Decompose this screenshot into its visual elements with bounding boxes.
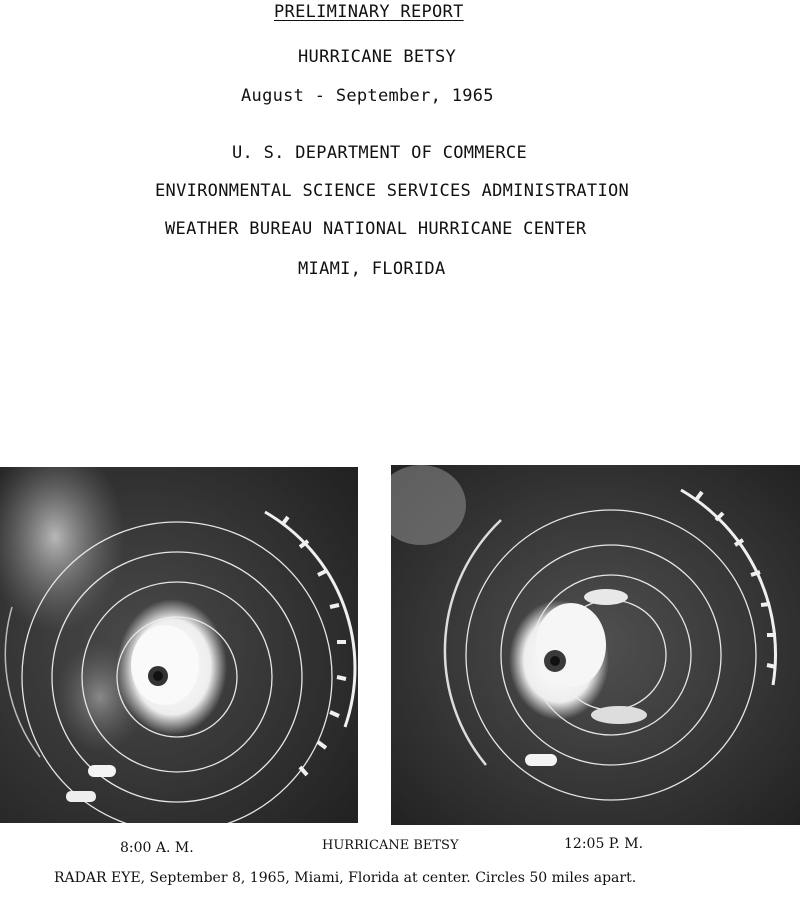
department-name: U. S. DEPARTMENT OF COMMERCE — [232, 143, 527, 163]
administration-name: ENVIRONMENTAL SCIENCE SERVICES ADMINISTRATION — [155, 181, 630, 201]
location-name: MIAMI, FLORIDA — [298, 259, 446, 279]
right-image-time: 12:05 P. M. — [564, 836, 644, 852]
report-dates: August - September, 1965 — [241, 86, 494, 106]
left-image-time: 8:00 A. M. — [120, 840, 194, 856]
report-title: PRELIMINARY REPORT — [274, 2, 464, 22]
storm-name: HURRICANE BETSY — [298, 47, 457, 67]
figure-caption: RADAR EYE, September 8, 1965, Miami, Florida at center. Circles 50 miles apart. — [54, 870, 637, 886]
radar-image-right — [391, 465, 800, 825]
figure-label: HURRICANE BETSY — [322, 838, 459, 853]
center-name: WEATHER BUREAU NATIONAL HURRICANE CENTER — [165, 219, 587, 239]
radar-image-left — [0, 467, 358, 823]
